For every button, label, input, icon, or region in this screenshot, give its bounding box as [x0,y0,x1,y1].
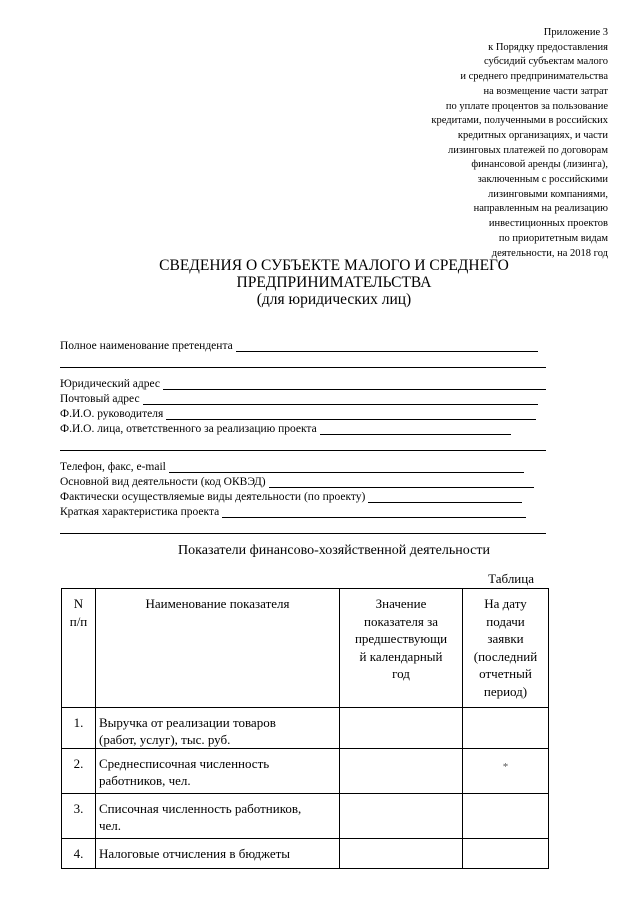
header-current-line: На дату [484,596,527,611]
title-line: ПРЕДПРИНИМАТЕЛЬСТВА [236,274,432,291]
director-field[interactable] [166,408,536,420]
annex-line: деятельности, на 2018 год [491,247,608,259]
row-current-value[interactable] [463,839,549,869]
row-name-line: работников, чел. [99,773,191,788]
responsible-field[interactable] [320,423,511,435]
document-title [0,257,640,308]
full-name-label: Полное наименование претендента [60,340,233,352]
annex-line: по уплате процентов за пользование [445,100,608,112]
header-prev-line: показателя за [364,613,438,629]
header-prev-line: предшествующи [354,631,448,646]
annex-line: субсидий субъектам малого [484,56,608,68]
legal-address-label: Юридический адрес [60,378,160,390]
row-name [96,794,340,839]
row-prev-value[interactable] [340,708,463,749]
director-label: Ф.И.О. руководителя [60,408,164,420]
annex-line: инвестиционных проектов [488,218,608,230]
postal-address-label: Почтовый адрес [60,393,140,405]
annex-line: по приоритетным видам [498,232,608,244]
row-current-value[interactable]: * [463,749,549,794]
table-row [62,708,549,749]
row-name [96,749,340,794]
header-prev-year [340,589,463,708]
header-prev-line: й календарный [359,648,443,664]
actual-activity-label: Фактически осуществляемые виды деятельности (по проекту) [60,491,366,503]
legal-address-row [60,375,546,390]
row-num: 1. [62,708,96,749]
section-title: Показатели финансово-хозяйственной деятельности [178,543,490,558]
main-activity-label: Основной вид деятельности (код ОКВЭД) [60,476,266,488]
title-line: СВЕДЕНИЯ О СУБЪЕКТЕ МАЛОГО И СРЕДНЕГО [159,257,509,274]
header-current-line: период) [483,683,528,699]
annex-line: направленным на реализацию [473,203,608,215]
row-name-line: Списочная численность работников, [99,801,302,816]
annex-note [431,26,608,261]
applicant-fields [60,337,546,534]
header-current-line: заявки [487,631,524,646]
legal-address-field[interactable] [163,378,546,390]
row-name-line: Налоговые отчисления в бюджеты [99,846,291,861]
row-current-value[interactable] [463,794,549,839]
row-name-line: Среднесписочная численность [99,756,270,771]
row-name [96,839,340,869]
header-num-line: N [73,596,84,611]
header-current-line: отчетный [479,666,532,681]
annex-line: лизинговых платежей по договорам [447,144,608,156]
row-prev-value[interactable] [340,839,463,869]
director-row [60,405,536,420]
contacts-label: Телефон, факс, e-mail [60,461,166,473]
title-subline: (для юридических лиц) [256,291,412,308]
row-num: 2. [62,749,96,794]
header-current-line: (последний [473,648,538,664]
project-summary-field[interactable] [222,506,526,518]
table-row [62,749,549,794]
contacts-row [60,458,524,473]
row-prev-value[interactable] [340,749,463,794]
responsible-label: Ф.И.О. лица, ответственного за реализацию проекта [60,423,317,435]
actual-activity-row [60,488,522,503]
annex-line: на возмещение части затрат [483,85,608,97]
table-header-row [62,589,549,708]
main-activity-row [60,473,534,488]
project-summary-row [60,503,526,518]
header-prev-line: Значение [375,596,427,611]
header-name: Наименование показателя [96,589,340,708]
table-row [62,794,549,839]
project-summary-label: Краткая характеристика проекта [60,506,220,518]
main-activity-field[interactable] [269,476,534,488]
annex-line: заключенным с российскими [477,174,608,186]
contacts-field[interactable] [169,461,524,473]
row-prev-value[interactable] [340,794,463,839]
row-current-value[interactable] [463,708,549,749]
responsible-field-continuation[interactable] [60,435,546,451]
header-num-line: п/п [69,613,88,629]
row-name-line: чел. [99,818,122,833]
header-current-line: подачи [486,613,525,629]
annex-line: и среднего предпринимательства [460,71,608,83]
row-num: 4. [62,839,96,869]
row-name-line: Выручка от реализации товаров [99,715,276,730]
full-name-row [60,337,538,352]
annex-line: к Порядку предоставления [488,41,608,53]
row-name [96,708,340,749]
full-name-field[interactable] [236,340,538,352]
header-num [62,589,96,708]
project-summary-field-continuation[interactable] [60,518,546,534]
annex-line: кредитных организациях, и части [457,129,608,141]
row-name-line: (работ, услуг), тыс. руб. [99,732,231,747]
postal-address-field[interactable] [143,393,538,405]
header-prev-line: год [392,666,410,681]
indicators-table [61,588,549,869]
actual-activity-field[interactable] [368,491,522,503]
annex-line: финансовой аренды (лизинга), [471,159,608,171]
table-label: Таблица [488,571,534,586]
annex-line: Приложение 3 [543,27,608,38]
annex-line: кредитами, полученными в российских [431,115,608,127]
annex-line: лизинговыми компаниями, [488,188,608,200]
table-row [62,839,549,869]
responsible-row [60,420,511,435]
full-name-field-continuation[interactable] [60,352,546,368]
row-num: 3. [62,794,96,839]
header-current-period [463,589,549,708]
postal-address-row [60,390,538,405]
